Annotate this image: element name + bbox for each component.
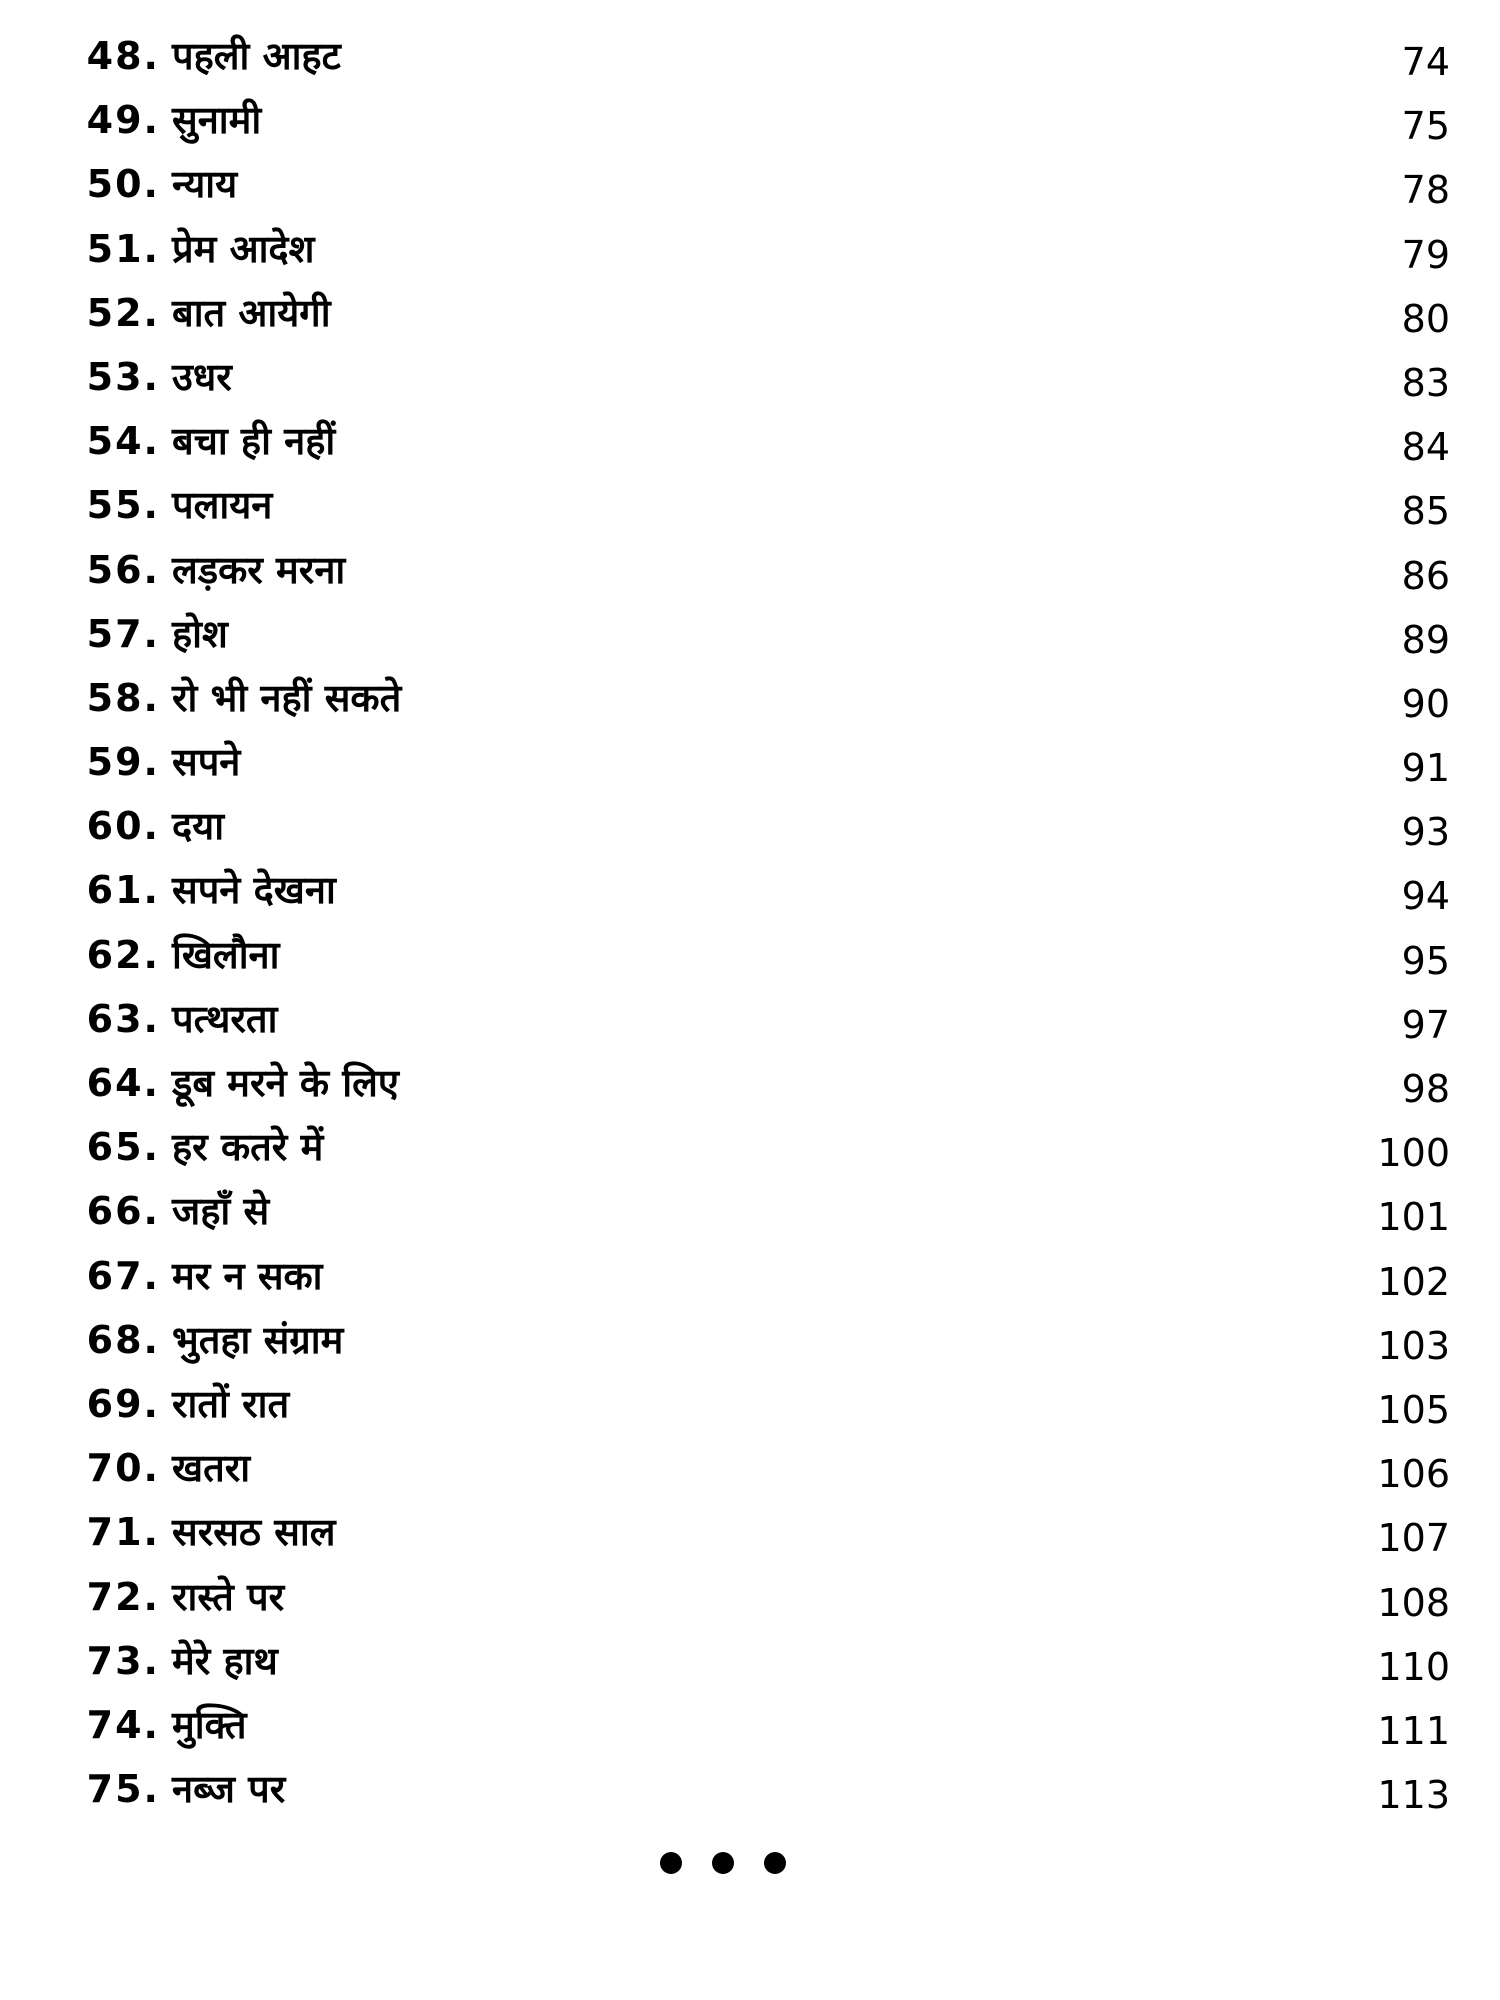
entry-number: 64. [86, 1061, 160, 1105]
entry-title: दया [172, 804, 225, 849]
entry-title: सपने देखना [172, 868, 336, 913]
entry-number: 57. [86, 611, 160, 656]
bullet-dot-icon [660, 1852, 682, 1874]
entry-number: 75. [86, 1767, 160, 1812]
toc-entry[interactable] [60, 794, 1450, 858]
entry-title: सरसठ साल [172, 1510, 336, 1555]
entry-page-number: 103 [1377, 1323, 1450, 1368]
entry-page-number: 74 [1401, 40, 1450, 84]
toc-entry[interactable] [60, 217, 1450, 281]
entry-title: रो भी नहीं सकते [172, 675, 402, 720]
entry-number: 58. [86, 675, 160, 720]
toc-entry[interactable] [60, 538, 1450, 602]
entry-page-number: 79 [1401, 232, 1450, 277]
entry-number: 72. [86, 1574, 160, 1619]
entry-page-number: 111 [1377, 1708, 1450, 1753]
toc-entry[interactable] [60, 1115, 1450, 1179]
entry-number: 66. [86, 1189, 160, 1234]
toc-entry[interactable] [60, 1179, 1450, 1243]
entry-page-number: 86 [1401, 553, 1450, 598]
entry-number: 74. [86, 1702, 160, 1747]
entry-number: 67. [86, 1253, 160, 1298]
toc-entry[interactable] [60, 152, 1450, 216]
toc-entry[interactable] [60, 1308, 1450, 1372]
toc-entry[interactable] [60, 345, 1450, 409]
entry-number: 54. [86, 419, 160, 464]
entry-number: 61. [86, 868, 160, 913]
toc-entry[interactable] [60, 1500, 1450, 1564]
entry-page-number: 80 [1401, 296, 1450, 341]
toc-entry[interactable] [60, 1051, 1450, 1115]
toc-entry[interactable] [60, 281, 1450, 345]
entry-number: 73. [86, 1638, 160, 1683]
entry-title: मेरे हाथ [172, 1638, 278, 1683]
entry-number: 49. [86, 98, 160, 143]
entry-title: हर कतरे में [172, 1125, 324, 1170]
toc-entry[interactable] [60, 1693, 1450, 1757]
entry-page-number: 100 [1377, 1131, 1450, 1176]
toc-entry[interactable] [60, 858, 1450, 922]
bullet-dot-icon [712, 1852, 734, 1874]
entry-page-number: 108 [1377, 1580, 1450, 1625]
toc-entry[interactable] [60, 1629, 1450, 1693]
entry-page-number: 84 [1401, 425, 1450, 470]
entry-title: पहली आहट [172, 34, 341, 78]
entry-page-number: 89 [1401, 617, 1450, 662]
entry-page-number: 113 [1377, 1773, 1450, 1818]
entry-title: प्रेम आदेश [172, 226, 315, 271]
entry-page-number: 110 [1377, 1644, 1450, 1689]
toc-entry[interactable] [60, 1436, 1450, 1500]
entry-number: 56. [86, 547, 160, 592]
toc-entry[interactable] [60, 1757, 1450, 1821]
entry-page-number: 98 [1401, 1067, 1450, 1111]
entry-number: 69. [86, 1381, 160, 1426]
toc-entry[interactable] [60, 1244, 1450, 1308]
entry-number: 55. [86, 483, 160, 528]
entry-number: 70. [86, 1446, 160, 1491]
entry-page-number: 102 [1377, 1259, 1450, 1304]
entry-page-number: 91 [1401, 746, 1450, 791]
toc-entry[interactable] [60, 602, 1450, 666]
entry-page-number: 93 [1401, 810, 1450, 855]
toc-entry[interactable] [60, 1565, 1450, 1629]
entry-number: 51. [86, 226, 160, 271]
entry-page-number: 78 [1401, 168, 1450, 213]
entry-number: 48. [86, 34, 160, 78]
entry-page-number: 106 [1377, 1452, 1450, 1497]
entry-page-number: 83 [1401, 360, 1450, 405]
toc-entry[interactable] [60, 1372, 1450, 1436]
toc-entry[interactable] [60, 987, 1450, 1051]
entry-title: डूब मरने के लिए [172, 1061, 399, 1105]
entry-title: बात आयेगी [172, 290, 331, 335]
entry-number: 71. [86, 1510, 160, 1555]
bullet-dot-icon [764, 1852, 786, 1874]
toc-entry[interactable] [60, 473, 1450, 537]
entry-page-number: 101 [1377, 1195, 1450, 1240]
toc-entry[interactable] [60, 730, 1450, 794]
entry-page-number: 105 [1377, 1387, 1450, 1432]
entry-title: लड़कर मरना [172, 547, 346, 592]
entry-title: भुतहा संग्राम [172, 1317, 344, 1362]
toc-entry[interactable] [60, 923, 1450, 987]
toc-entry[interactable] [60, 666, 1450, 730]
entry-title: पत्थरता [172, 996, 278, 1041]
entry-title: मर न सका [172, 1253, 323, 1298]
entry-title: न्याय [172, 162, 238, 207]
toc-entry[interactable] [60, 409, 1450, 473]
entry-number: 62. [86, 932, 160, 977]
entry-title: होश [172, 611, 228, 656]
entry-title: सुनामी [172, 98, 262, 143]
entry-title: खतरा [172, 1446, 251, 1491]
toc-entry[interactable] [60, 24, 1450, 88]
entry-title: उधर [172, 354, 232, 399]
entry-number: 60. [86, 804, 160, 849]
entry-page-number: 95 [1401, 938, 1450, 983]
entry-page-number: 90 [1401, 681, 1450, 726]
toc-entry[interactable] [60, 88, 1450, 152]
entry-page-number: 94 [1401, 874, 1450, 919]
entry-title: मुक्ति [172, 1702, 247, 1747]
entry-title: रास्ते पर [172, 1574, 285, 1619]
entry-title: नब्ज पर [172, 1767, 286, 1812]
entry-number: 65. [86, 1125, 160, 1170]
entry-page-number: 75 [1401, 104, 1450, 149]
entry-title: सपने [172, 740, 241, 785]
entry-number: 52. [86, 290, 160, 335]
entry-number: 50. [86, 162, 160, 207]
entry-title: बचा ही नहीं [172, 419, 336, 464]
entry-number: 59. [86, 740, 160, 785]
entry-page-number: 97 [1401, 1002, 1450, 1047]
entry-number: 68. [86, 1317, 160, 1362]
entry-number: 63. [86, 996, 160, 1041]
entry-title: पलायन [172, 483, 273, 528]
entry-title: खिलौना [172, 932, 280, 977]
entry-number: 53. [86, 354, 160, 399]
entry-title: रातों रात [172, 1381, 290, 1426]
entry-title: जहाँ से [172, 1189, 270, 1234]
entry-page-number: 85 [1401, 489, 1450, 534]
end-of-list-ornament [660, 1852, 786, 1874]
entry-page-number: 107 [1377, 1516, 1450, 1561]
table-of-contents [60, 24, 1450, 1821]
